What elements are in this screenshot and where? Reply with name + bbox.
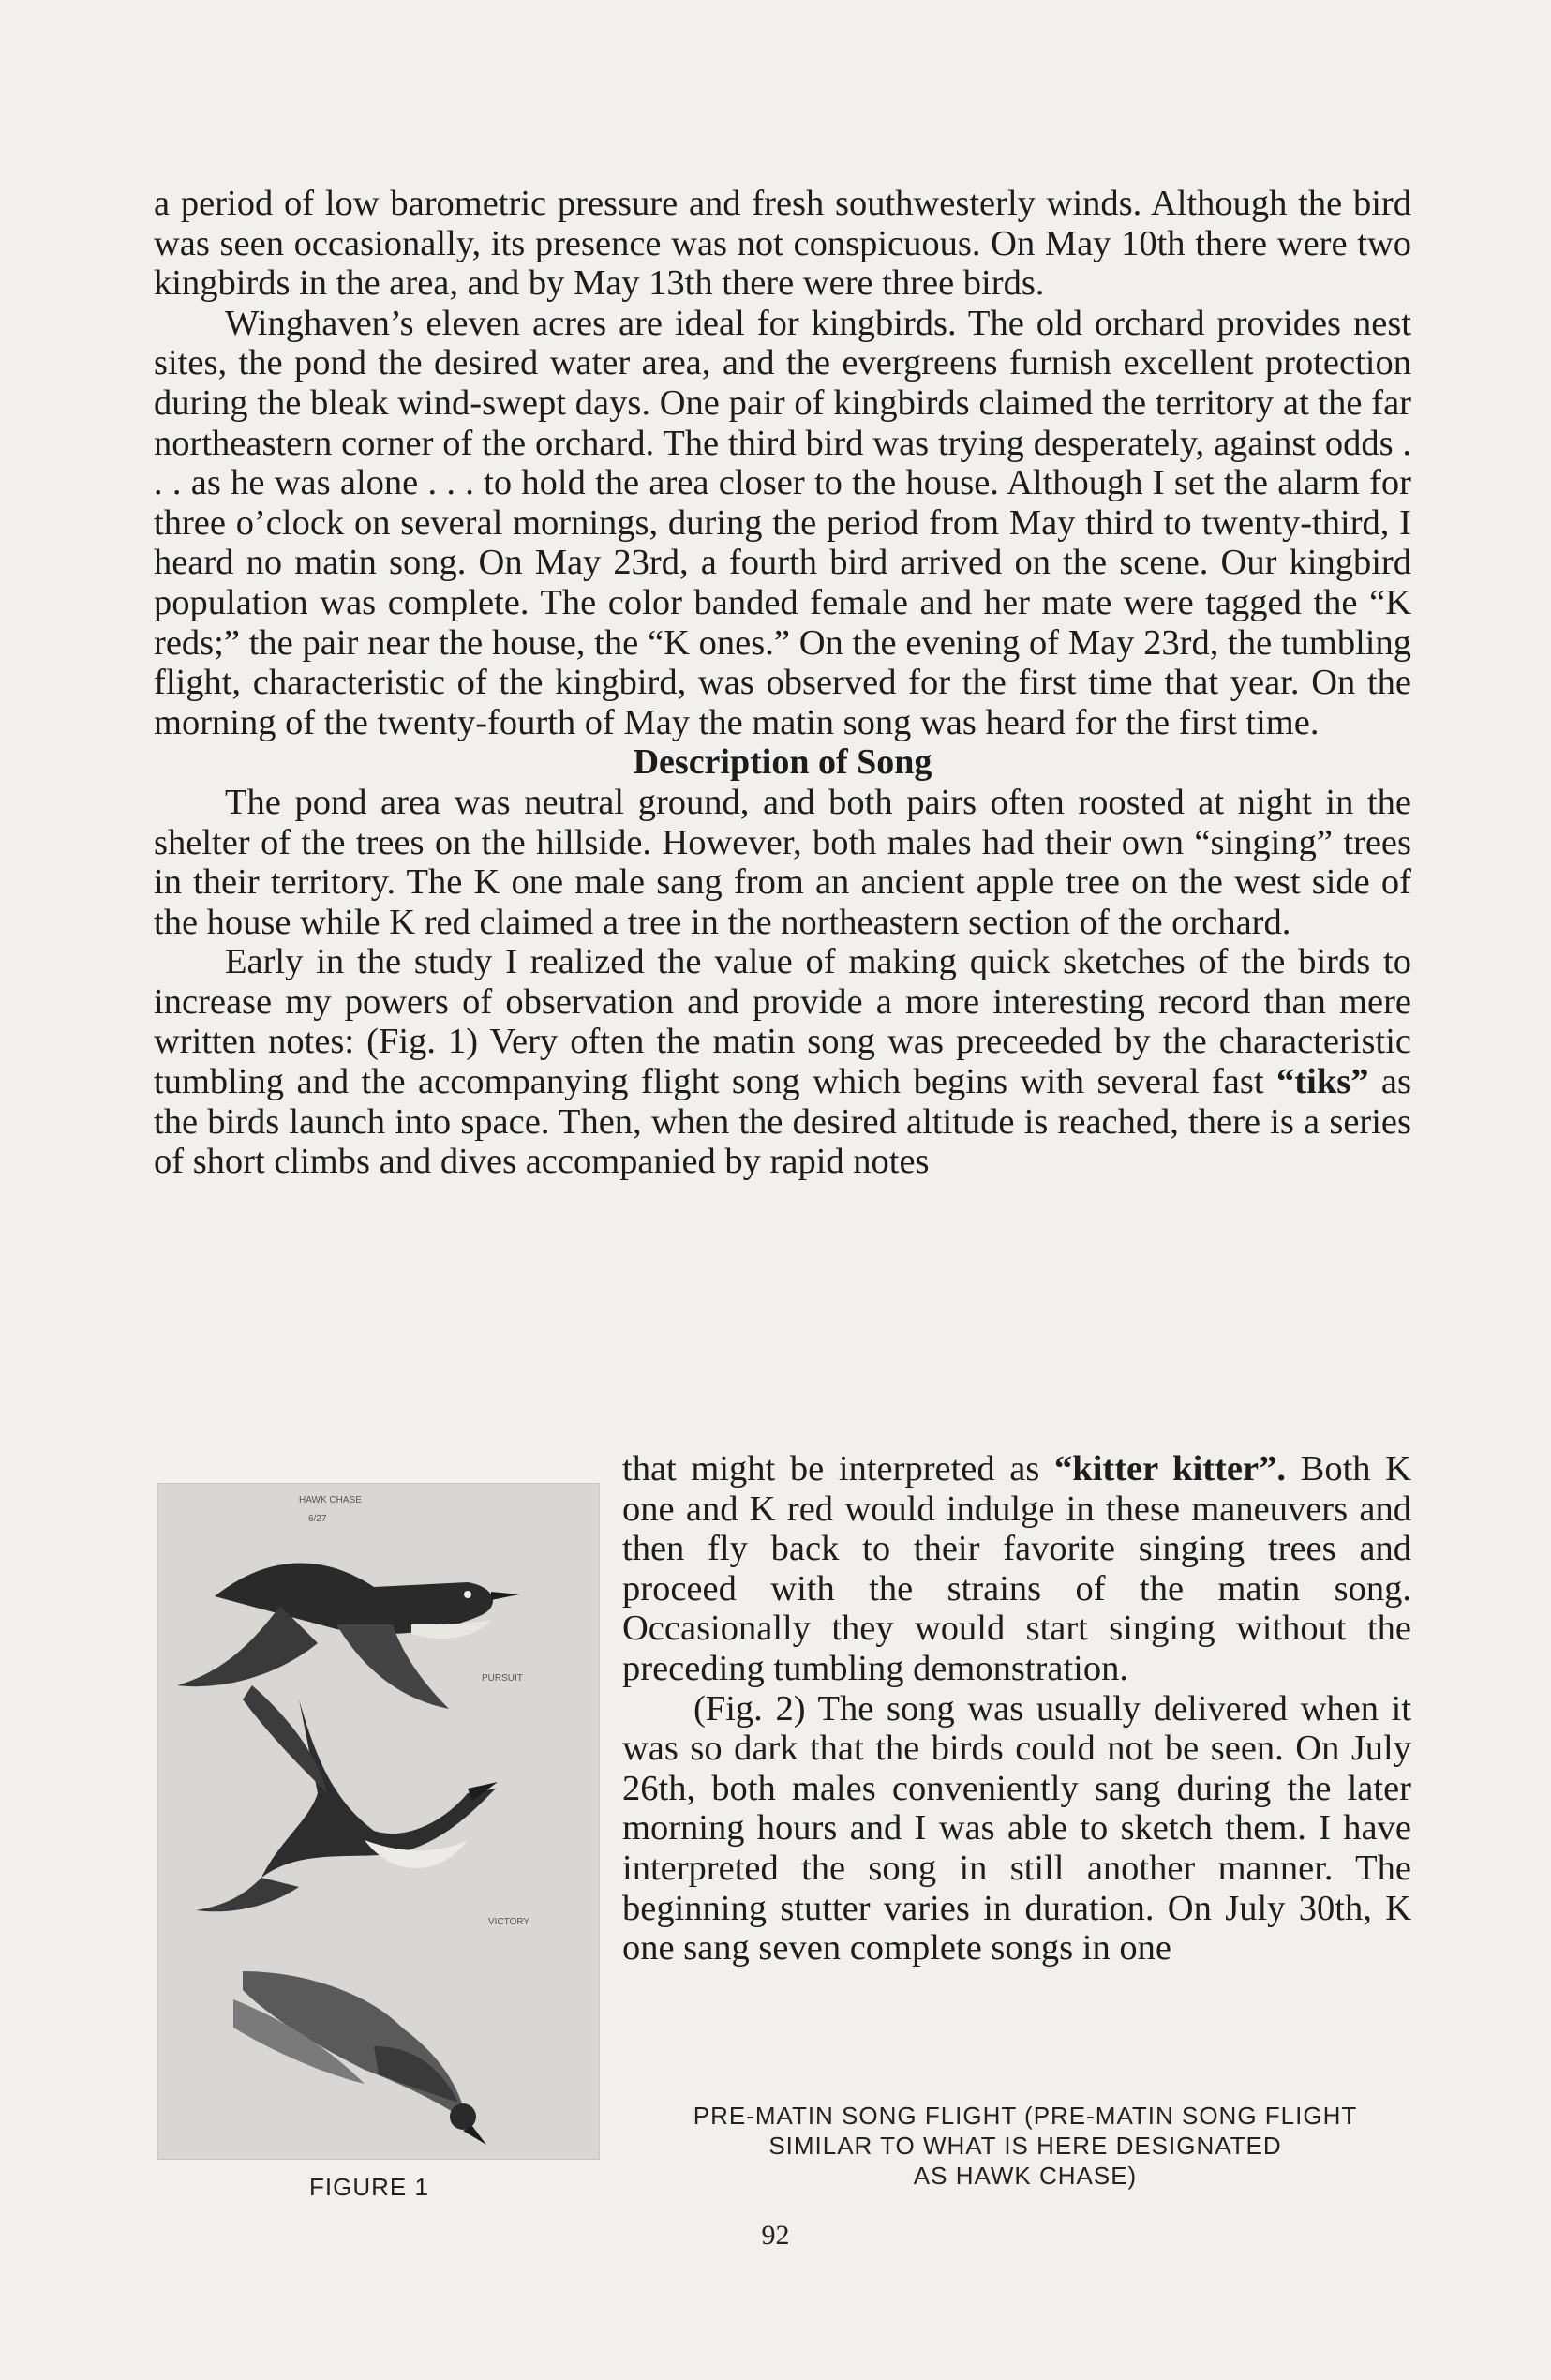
bird-sketch-illustration xyxy=(158,1484,599,2159)
sketch-text-end: as the birds launch into space. Then, when the desired altitude is reached, there is a series of short climbs and dives accompanied by rapid notes xyxy=(154,1062,1412,1182)
column-text-block xyxy=(622,1449,1411,1968)
figure-label: FIGURE 1 xyxy=(309,2173,429,2201)
paragraph-sketches xyxy=(154,942,1411,1182)
main-text-block xyxy=(154,184,1411,1182)
caption-line-1: PRE-MATIN SONG FLIGHT (PRE-MATIN SONG FLIGHT xyxy=(693,2102,1358,2130)
paragraph-fig2: (Fig. 2) The song was usually delivered when it was so dark that the birds could not be seen. On July 26th, both males conveniently sang during the later morning hours and I was able to sketch them. I have interpreted the song in still another manner. The beginning stutter varies in duration. On July 30th, K one sang seven complete songs in one xyxy=(622,1688,1411,1968)
paragraph-pond-area: The pond area was neutral ground, and both pairs often roosted at night in the shelter of the trees on the hillside. However, both males had their own “singing” trees in their territory. The K one male sang from an ancient apple tree on the west side of the house while K red claimed a tree in the northeastern section of the orchard. xyxy=(154,782,1411,942)
sketch-note-victory: VICTORY xyxy=(488,1917,530,1927)
caption-line-2: SIMILAR TO WHAT IS HERE DESIGNATED xyxy=(768,2132,1282,2160)
paragraph-winghaven: Winghaven’s eleven acres are ideal for kingbirds. The old orchard provides nest sites, the pond the desired water area, and the evergreens furnish excellent protection during the bleak wind-swept days. One pair of kingbirds claimed the territory at the far northeastern corner of the orchard. The third bird was trying desperately, against odds . . . as he was alone . . . to hold the area closer to the house. Although I set the alarm for three o’clock on several mornings, during the period from May third to twenty-third, I heard no matin song. On May 23rd, a fourth bird arrived on the scene. Our kingbird population was complete. The color banded female and her mate were tagged the “K reds;” the pair near the house, the “K ones.” On the evening of May 23rd, the tumbling flight, characteristic of the kingbird, was observed for the first time that year. On the morning of the twenty-fourth of May the matin song was heard for the first time. xyxy=(154,303,1411,742)
sketch-note-pursuit: PURSUIT xyxy=(482,1673,523,1684)
figure-1-sketch xyxy=(157,1483,600,2160)
section-heading: Description of Song xyxy=(633,742,932,783)
kitter-text-start: that might be interpreted as xyxy=(622,1449,1055,1489)
sketch-note-hawk-chase: HAWK CHASE xyxy=(299,1495,362,1505)
kitter-emphasis: “kitter kitter”. xyxy=(1054,1449,1286,1489)
paragraph-barometric: a period of low barometric pressure and fresh southwesterly winds. Although the bird was seen occasionally, its presence was not conspicuous. On May 10th there were two kingbirds in the area, and by May 13th there were three birds. xyxy=(154,184,1411,304)
figure-caption xyxy=(622,2101,1428,2191)
tiks-emphasis: “tiks” xyxy=(1276,1062,1369,1102)
page-number: 92 xyxy=(761,2220,790,2251)
kitter-text-end: Both K one and K red would indulge in these maneuvers and then fly back to their favorite singing trees and proceed with the strains of the matin song. Occasionally they would start singing without the preceding tumbling demonstration. xyxy=(622,1449,1411,1688)
paragraph-kitter xyxy=(622,1449,1411,1689)
sketch-text-start: Early in the study I realized the value of making quick sketches of the birds to increase my powers of observation and provide a more interesting record than mere written notes: (Fig. 1) Very often the matin song was preceeded by the characteristic tumbling and the accompanying flight song which begins with several fast xyxy=(154,942,1411,1102)
sketch-note-date: 6/27 xyxy=(308,1514,327,1524)
caption-line-3: AS HAWK CHASE) xyxy=(913,2162,1138,2190)
